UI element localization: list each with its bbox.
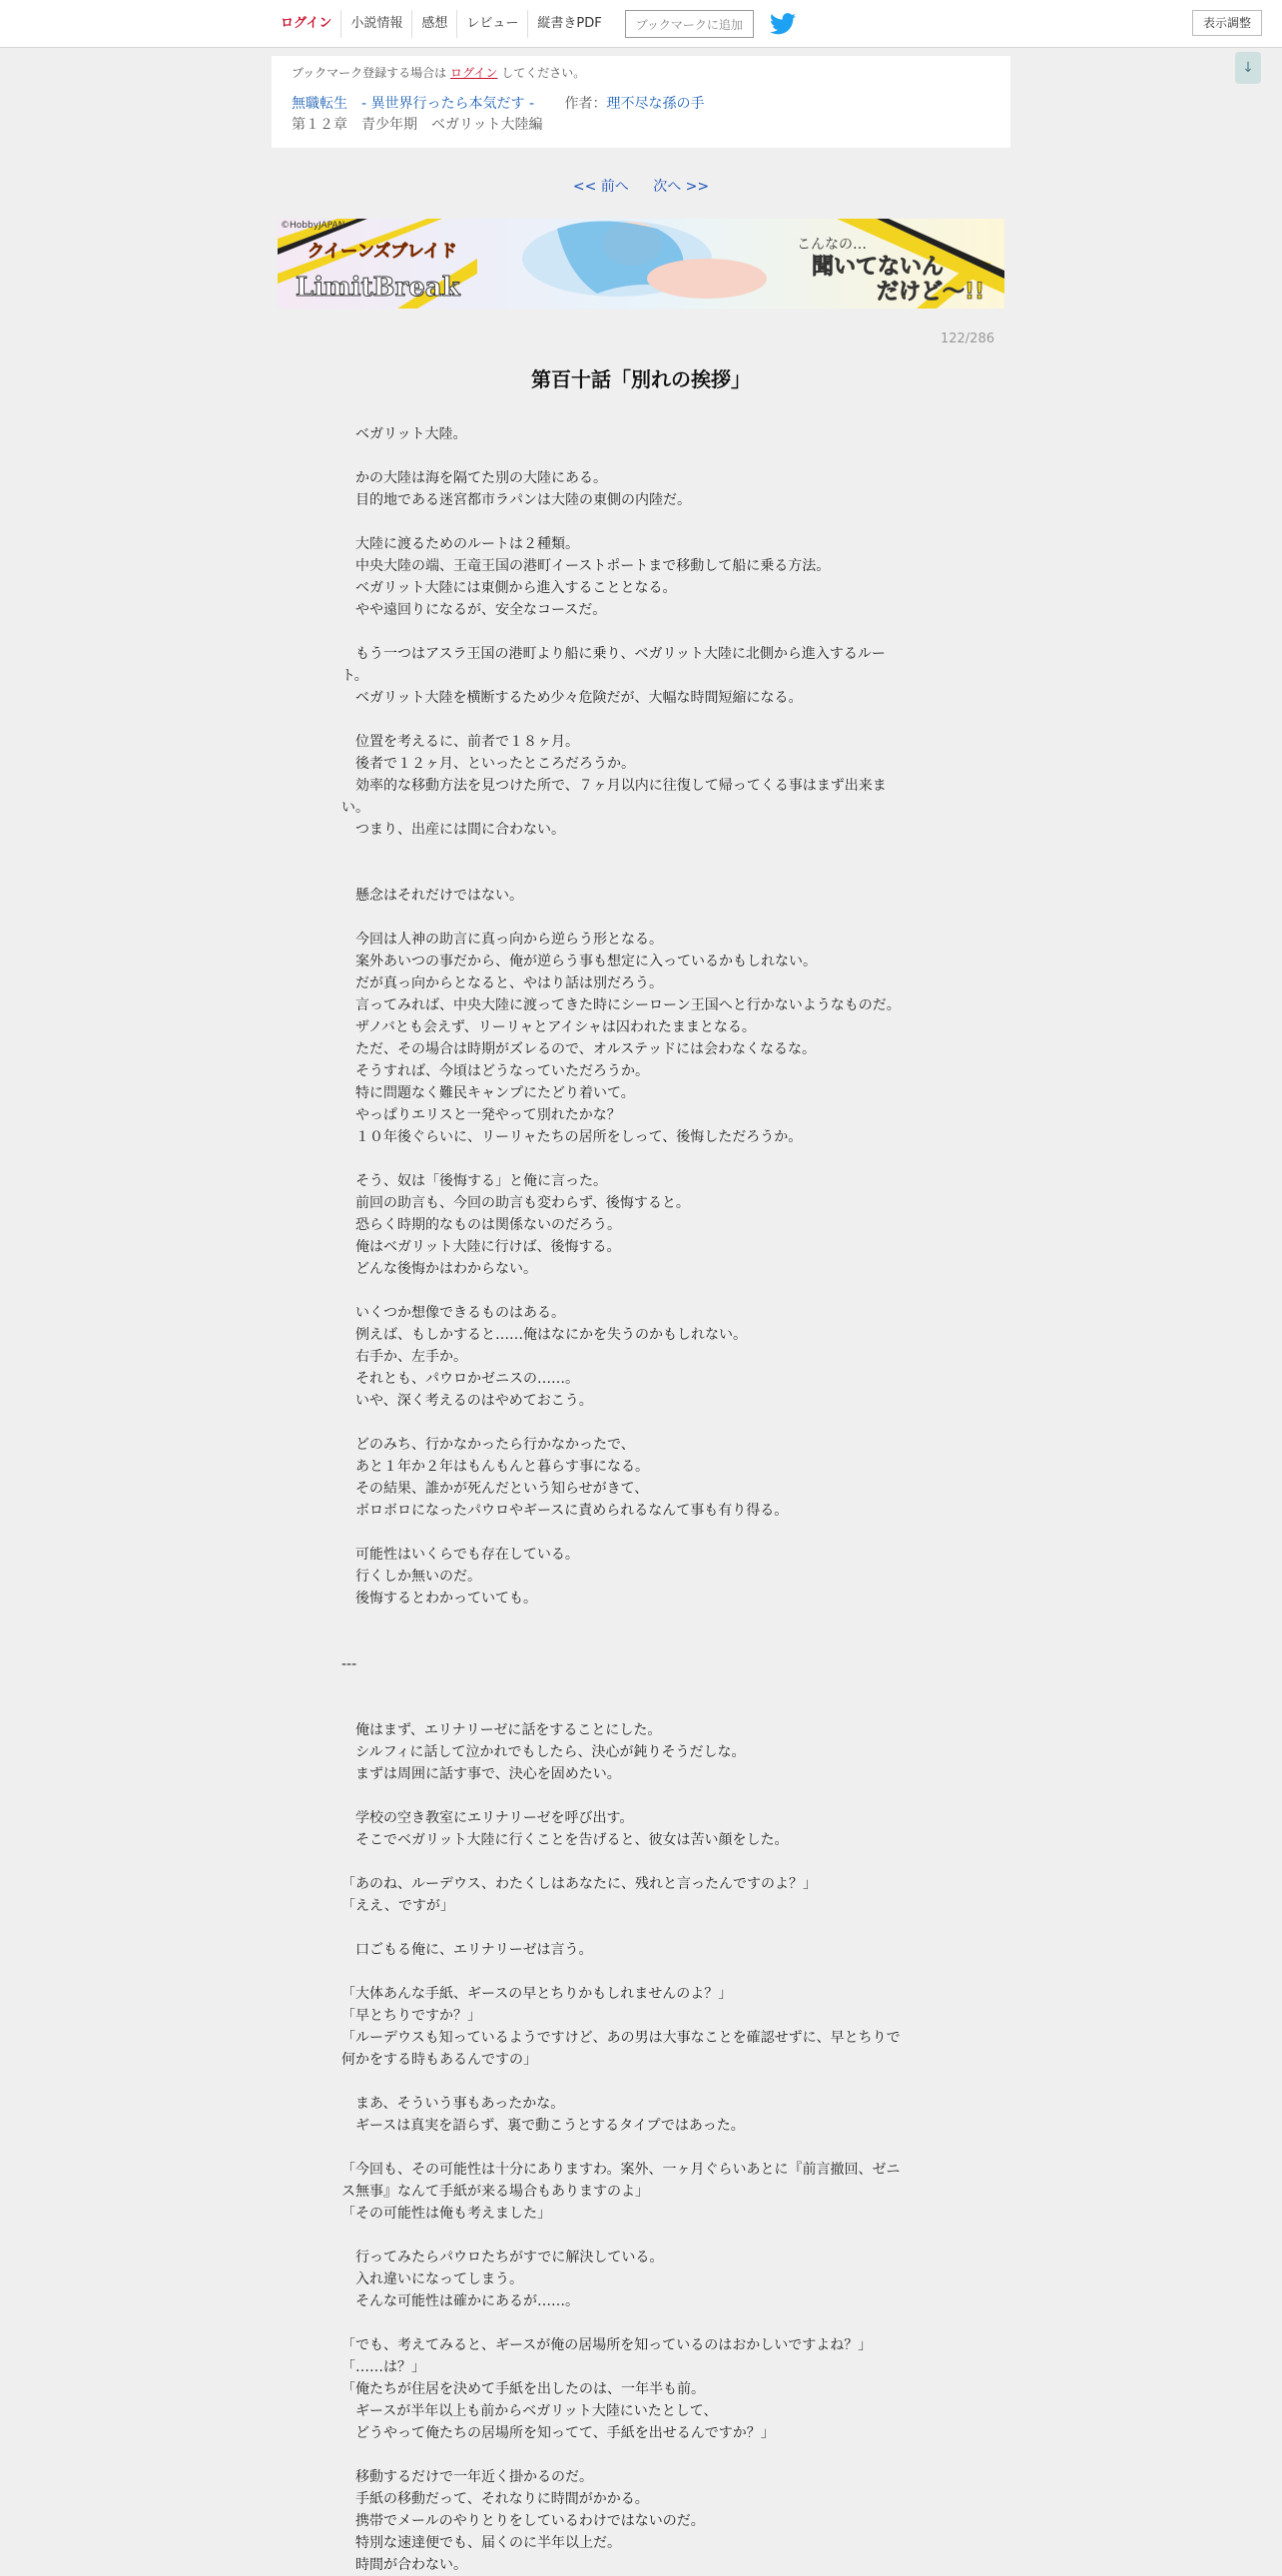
body-line bbox=[341, 2137, 941, 2159]
body-line: 特別な速達便でも、届くのに半年以上だ。 bbox=[341, 2535, 621, 2551]
body-line: つまり、出産には間に合わない。 bbox=[341, 822, 565, 838]
banner-tagline-1: こんなの… bbox=[797, 237, 867, 253]
body-line: 「俺たちが住居を決めて手紙を出したのは、一年半も前。 bbox=[341, 2381, 705, 2397]
body-line: 移動するだけで一年近く掛かるのだ。 bbox=[341, 2469, 593, 2485]
novel-info-box bbox=[272, 56, 1010, 148]
banner-credit: ©HobbyJAPAN bbox=[281, 221, 345, 231]
body-line: どんな後悔かはわからない。 bbox=[341, 1261, 537, 1277]
body-line: 「ええ、ですが」 bbox=[341, 1898, 454, 1914]
chapter-title: 第１２章 青少年期 ベガリット大陸編 bbox=[292, 117, 543, 133]
body-line bbox=[341, 1785, 941, 1807]
body-line: ベガリット大陸を横断するため少々危険だが、大幅な時間短縮になる。 bbox=[341, 690, 803, 706]
body-line bbox=[341, 907, 941, 929]
body-line: 入れ違いになってしまう。 bbox=[341, 2271, 523, 2287]
body-line: 俺はまず、エリナリーゼに話をすることにした。 bbox=[341, 1722, 662, 1738]
body-line bbox=[341, 2312, 941, 2334]
body-line bbox=[341, 621, 941, 643]
top-navigation-bar bbox=[0, 0, 1282, 48]
body-line: やや遠回りになるが、安全なコースだ。 bbox=[341, 602, 607, 618]
body-line: それとも、パウロかゼニスの……。 bbox=[341, 1371, 579, 1387]
body-line: 「今回も、その可能性は十分にありますわ。案外、一ヶ月ぐらいあとに『前言撤回、ゼニ bbox=[341, 2162, 901, 2178]
scroll-down-arrow-icon[interactable]: ↓ bbox=[1235, 52, 1261, 84]
body-line bbox=[341, 863, 941, 885]
pager-top bbox=[0, 176, 1282, 196]
body-line: もう一つはアスラ王国の港町より船に乗り、ベガリット大陸に北側から進入するルー bbox=[341, 646, 886, 662]
body-line bbox=[341, 2444, 941, 2466]
page-counter: 122/286 bbox=[940, 331, 994, 346]
body-line bbox=[341, 841, 941, 863]
banner-tagline-3: だけど～!! bbox=[877, 280, 985, 305]
body-line: いや、深く考えるのはやめておこう。 bbox=[341, 1393, 593, 1409]
banner-series-title: クイーンズブレイド bbox=[308, 242, 457, 262]
body-line: 例えば、もしかすると……俺はなにかを失うのかもしれない。 bbox=[341, 1327, 747, 1343]
body-line bbox=[341, 2071, 941, 2093]
body-line: 「ルーデウスも知っているようですけど、あの男は大事なことを確認せずに、早とちりで bbox=[341, 2030, 901, 2046]
body-line: まずは周囲に話す事で、決心を固めたい。 bbox=[341, 1766, 621, 1782]
body-line: 目的地である迷宮都市ラパンは大陸の東側の内陸だ。 bbox=[341, 492, 691, 508]
body-line bbox=[341, 1412, 941, 1434]
body-line: 携帯でメールのやりとりをしているわけではないのだ。 bbox=[341, 2513, 705, 2529]
body-line: 「早とちりですか？」 bbox=[341, 2008, 481, 2024]
body-line: 効率的な移動方法を見つけた所で、７ヶ月以内に往復して帰ってくる事はまず出来ま bbox=[341, 778, 887, 794]
body-line: 「その可能性は俺も考えました」 bbox=[341, 2206, 551, 2222]
nav-impressions-link[interactable]: 感想 bbox=[411, 10, 456, 38]
body-line bbox=[341, 1280, 941, 1302]
bookmark-login-link[interactable]: ログイン bbox=[450, 66, 498, 80]
body-line: --- bbox=[341, 1656, 357, 1672]
bookmark-login-note bbox=[292, 64, 990, 82]
body-line: かの大陸は海を隔てた別の大陸にある。 bbox=[341, 470, 607, 486]
author-label: 作者： bbox=[564, 96, 607, 112]
body-line: そこでベガリット大陸に行くことを告げると、彼女は苦い顔をした。 bbox=[341, 1832, 789, 1848]
body-line bbox=[341, 1631, 941, 1653]
body-line: そんな可能性は確かにあるが……。 bbox=[341, 2293, 579, 2309]
body-line: 今回は人神の助言に真っ向から逆らう形となる。 bbox=[341, 932, 663, 948]
body-line bbox=[341, 1610, 941, 1631]
body-line bbox=[341, 1522, 941, 1544]
banner-brand-logo: LimitBreak bbox=[296, 273, 460, 303]
body-line bbox=[341, 1675, 941, 1697]
body-line: 行くしか無いのだ。 bbox=[341, 1569, 481, 1585]
display-settings-button[interactable]: 表示調整 bbox=[1192, 10, 1262, 36]
body-line: ただ、その場合は時期がズレるので、オルステッドには会わなくなるな。 bbox=[341, 1041, 817, 1057]
bookmark-note-prefix: ブックマーク登録する場合は bbox=[292, 66, 447, 80]
body-line: ギースは真実を語らず、裏で動こうとするタイプではあった。 bbox=[341, 2118, 745, 2134]
nav-review-link[interactable]: レビュー bbox=[456, 10, 527, 38]
banner-tagline-2: 聞いてないん bbox=[812, 255, 945, 280]
nav-vertical-pdf-link[interactable]: 縦書きPDF bbox=[527, 10, 610, 38]
episode-title: 第百十話「別れの挨拶」 bbox=[531, 367, 751, 391]
body-line: そうすれば、今頃はどうなっていただろうか。 bbox=[341, 1063, 649, 1079]
nav-login-link[interactable]: ログイン bbox=[281, 16, 332, 31]
body-line: ボロボロになったパウロやギースに責められるなんて事も有り得る。 bbox=[341, 1503, 789, 1519]
body-line bbox=[341, 1917, 941, 1939]
novel-body-text bbox=[341, 423, 941, 2576]
body-line bbox=[341, 1148, 941, 1170]
body-line: その結果、誰かが死んだという知らせがきて、 bbox=[341, 1481, 649, 1497]
body-line: 可能性はいくらでも存在している。 bbox=[341, 1547, 579, 1563]
body-line: 学校の空き教室にエリナリーゼを呼び出す。 bbox=[341, 1810, 634, 1826]
body-line bbox=[341, 1851, 941, 1873]
body-line: 「……は？」 bbox=[341, 2359, 425, 2375]
body-line: い。 bbox=[341, 800, 369, 816]
novel-title-link[interactable]: 無職転生 - 異世界行ったら本気だす - bbox=[292, 96, 535, 112]
body-line: 「大体あんな手紙、ギースの早とちりかもしれませんのよ？」 bbox=[341, 1986, 733, 2002]
body-line: 口ごもる俺に、エリナリーゼは言う。 bbox=[341, 1942, 593, 1958]
body-line: まあ、そういう事もあったかな。 bbox=[341, 2096, 565, 2112]
body-line: 「でも、考えてみると、ギースが俺の居場所を知っているのはおかしいですよね？」 bbox=[341, 2337, 873, 2353]
author-link[interactable]: 理不尽な孫の手 bbox=[606, 96, 705, 112]
add-bookmark-button[interactable]: ブックマークに追加 bbox=[625, 10, 754, 38]
prev-page-link[interactable]: << 前へ bbox=[572, 179, 629, 195]
body-line bbox=[341, 445, 941, 467]
body-line: 何かをする時もあるんですの」 bbox=[341, 2052, 537, 2068]
header-nav bbox=[272, 10, 796, 38]
body-line: 位置を考えるに、前者で１８ヶ月。 bbox=[341, 734, 579, 750]
body-line: 案外あいつの事だから、俺が逆らう事も想定に入っているかもしれない。 bbox=[341, 954, 817, 969]
body-line: そう、奴は「後悔する」と俺に言った。 bbox=[341, 1173, 607, 1189]
body-line: 右手か、左手か。 bbox=[341, 1349, 467, 1365]
body-line bbox=[341, 709, 941, 731]
body-line: ベガリット大陸。 bbox=[341, 426, 467, 442]
body-line: どうやって俺たちの居場所を知ってて、手紙を出せるんですか？」 bbox=[341, 2425, 775, 2441]
body-line: 言ってみれば、中央大陸に渡ってきた時にシーローン王国へと行かないようなものだ。 bbox=[341, 997, 901, 1013]
body-line: あと１年か２年はもんもんと暮らす事になる。 bbox=[341, 1459, 649, 1475]
body-line: 手紙の移動だって、それなりに時間がかかる。 bbox=[341, 2491, 649, 2507]
body-line: 特に問題なく難民キャンプにたどり着いて。 bbox=[341, 1085, 635, 1101]
body-line bbox=[341, 511, 941, 533]
nav-novel-info-link[interactable]: 小説情報 bbox=[340, 10, 411, 38]
body-line: 後者で１２ヶ月、といったところだろうか。 bbox=[341, 756, 635, 772]
body-line bbox=[341, 1961, 941, 1983]
body-line: 大陸に渡るためのルートは２種類。 bbox=[341, 536, 579, 552]
twitter-bird-icon[interactable] bbox=[770, 13, 796, 35]
body-line: ザノバとも会えず、リーリャとアイシャは囚われたままとなる。 bbox=[341, 1019, 756, 1035]
body-line: シルフィに話して泣かれでもしたら、決心が鈍りそうだしな。 bbox=[341, 1744, 746, 1760]
body-line: だが真っ向からとなると、やはり話は別だろう。 bbox=[341, 975, 663, 991]
body-line: 中央大陸の端、王竜王国の港町イーストポートまで移動して船に乗る方法。 bbox=[341, 558, 831, 574]
body-line: ス無事』なんて手紙が来る場合もありますのよ」 bbox=[341, 2184, 649, 2200]
next-page-link[interactable]: 次へ >> bbox=[653, 179, 710, 195]
body-line: 恐らく時期的なものは関係ないのだろう。 bbox=[341, 1217, 621, 1233]
body-line bbox=[341, 2225, 941, 2247]
body-line: 時間が合わない。 bbox=[341, 2557, 467, 2573]
body-line: 前回の助言も、今回の助言も変わらず、後悔すると。 bbox=[341, 1195, 690, 1211]
body-line: いくつか想像できるものはある。 bbox=[341, 1305, 565, 1321]
body-line: 俺はベガリット大陸に行けば、後悔する。 bbox=[341, 1239, 621, 1255]
bookmark-note-suffix: してください。 bbox=[501, 66, 586, 80]
body-line: 行ってみたらパウロたちがすでに解決している。 bbox=[341, 2250, 664, 2265]
body-line: １０年後ぐらいに、リーリャたちの居所をしって、後悔しただろうか。 bbox=[341, 1129, 803, 1145]
body-line: 後悔するとわかっていても。 bbox=[341, 1591, 537, 1607]
novel-title-line bbox=[292, 94, 990, 114]
body-line: どのみち、行かなかったら行かなかったで、 bbox=[341, 1437, 635, 1453]
body-line: ギースが半年以上も前からベガリット大陸にいたとして、 bbox=[341, 2403, 718, 2419]
body-line: 「あのね、ルーデウス、わたくしはあなたに、残れと言ったんですのよ？」 bbox=[341, 1876, 817, 1892]
body-line: やっぱりエリスと一発やって別れたかな？ bbox=[341, 1107, 621, 1123]
advertisement-banner[interactable] bbox=[278, 219, 1004, 309]
body-line: 懸念はそれだけではない。 bbox=[341, 888, 523, 904]
body-line bbox=[341, 1697, 941, 1719]
body-line: ト。 bbox=[341, 668, 368, 684]
body-line: ベガリット大陸には東側から進入することとなる。 bbox=[341, 580, 677, 596]
